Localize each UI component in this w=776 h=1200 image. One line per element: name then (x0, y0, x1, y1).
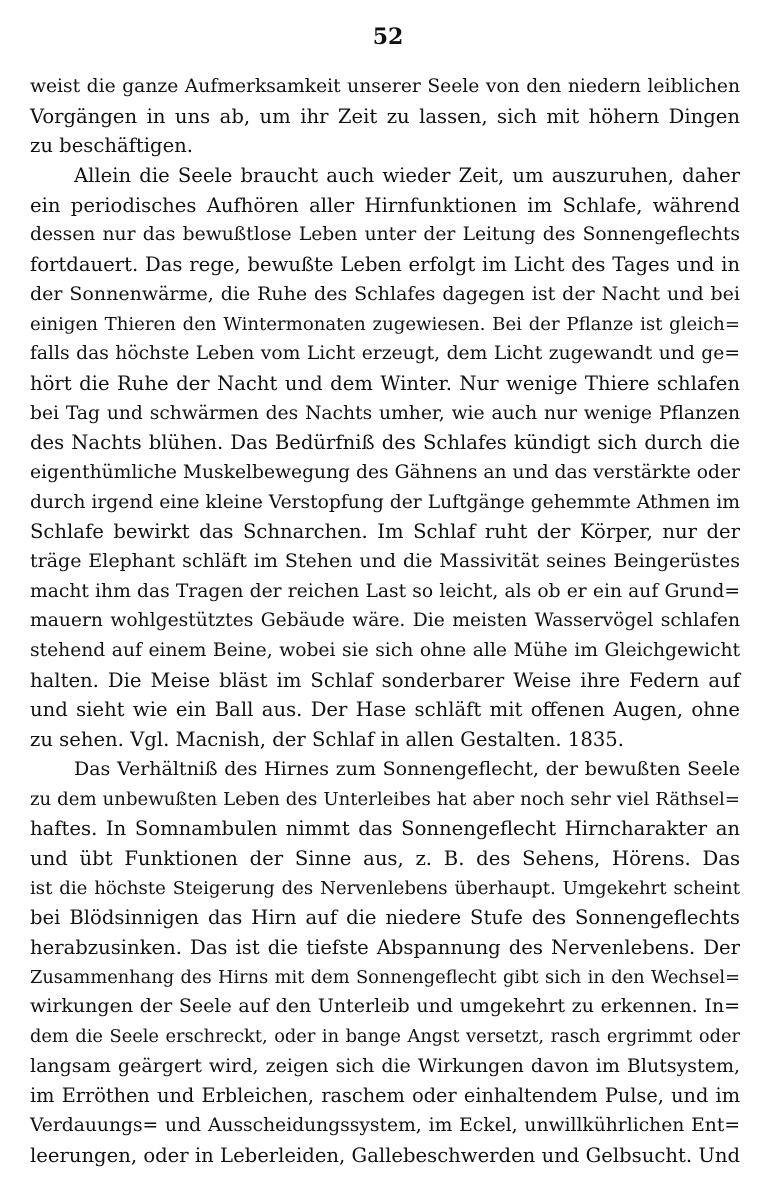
text-line: wirkungen der Seele auf den Unterleib und umgekehrt zu erkennen. In= (30, 995, 740, 1018)
text-line: mauern wohlgestütztes Gebäude wäre. Die meisten Wasservögel schlafen (30, 610, 740, 632)
text-line: leerungen, oder in Leberleiden, Gallebeschwerden und Gelbsucht. Und (30, 1143, 740, 1167)
text-line: Schlafe bewirkt das Schnarchen. Im Schlaf ruht der Körper, nur der (30, 520, 740, 544)
text-line: Verdauungs= und Ausscheidungssystem, im Eckel, unwillkührlichen Ent= (30, 1115, 740, 1137)
text-line: fortdauert. Das rege, bewußte Leben erfolgt im Licht des Tages und in (30, 253, 740, 277)
text-line: hört die Ruhe der Nacht und dem Winter. Nur wenige Thiere schlafen (30, 371, 740, 395)
text-line: eigenthümliche Muskelbewegung des Gähnens an und das verstärkte oder (30, 461, 740, 483)
text-line: dem die Seele erschreckt, oder in bange Angst versetzt, rasch ergrimmt oder (30, 1026, 740, 1047)
text-line: langsam geärgert wird, zeigen sich die Wirkungen davon im Blutsystem, (30, 1054, 740, 1077)
text-line: halten. Die Meise bläst im Schlaf sonderbarer Weise ihre Federn auf (30, 668, 740, 692)
paragraph-1 (30, 72, 740, 161)
text-line: ein periodisches Aufhören aller Hirnfunktionen im Schlafe, während (30, 193, 740, 217)
text-line: stehend auf einem Beine, wobei sie sich ohne alle Mühe im Gleichgewicht (30, 640, 740, 662)
text-line: Zusammenhang des Hirns mit dem Sonnengeflecht gibt sich in den Wechsel= (30, 966, 740, 988)
text-line: zu sehen. Vgl. Macnish, der Schlaf in allen Gestalten. 1835. (30, 728, 624, 752)
text-line: Vorgängen in uns ab, um ihr Zeit zu lassen, sich mit höhern Dingen (30, 104, 740, 128)
text-line: im Erröthen und Erbleichen, raschem oder einhaltendem Pulse, und im (30, 1084, 740, 1108)
text-line: ist die höchste Steigerung des Nervenlebens überhaupt. Umgekehrt scheint (30, 877, 740, 899)
text-line: herabzusinken. Das ist die tiefste Abspannung des Nervenlebens. Der (30, 935, 740, 959)
text-line: weist die ganze Aufmerksamkeit unserer Seele von den niedern leiblichen (30, 76, 740, 97)
text-line: träge Elephant schläft im Stehen und die Massivität seines Beingerüstes (30, 550, 740, 572)
body-text (30, 72, 740, 1170)
text-line: durch irgend eine kleine Verstopfung der Luftgänge gehemmte Athmen im (30, 491, 740, 513)
page-number: 52 (372, 24, 404, 50)
text-line: dessen nur das bewußtlose Leben unter der Leitung des Sonnengeflechts (30, 224, 740, 246)
text-line: Das Verhältniß des Hirnes zum Sonnengeflecht, der bewußten Seele (74, 757, 740, 780)
text-line: der Sonnenwärme, die Ruhe des Schlafes dagegen ist der Nacht und bei (30, 282, 740, 305)
text-line: falls das höchste Leben vom Licht erzeugt, dem Licht zugewandt und ge= (30, 343, 740, 365)
text-line: und übt Funktionen der Sinne aus, z. B. des Sehens, Hörens. Das (30, 846, 740, 870)
text-line: macht ihm das Tragen der reichen Last so leicht, als ob er ein auf Grund= (30, 580, 740, 602)
text-line: und sieht wie ein Ball aus. Der Hase schläft mit offenen Augen, ohne (30, 698, 740, 722)
text-line: bei Blödsinnigen das Hirn auf die niedere Stufe des Sonnengeflechts (30, 906, 740, 930)
text-line: zu beschäftigen. (30, 134, 194, 158)
text-line: zu dem unbewußten Leben des Unterleibes hat aber noch sehr viel Räthsel= (30, 788, 740, 810)
paragraph-2 (30, 161, 740, 755)
text-line: des Nachts blühen. Das Bedürfniß des Schlafes kündigt sich durch die (30, 431, 740, 455)
text-line: Allein die Seele braucht auch wieder Zeit, um auszuruhen, daher (74, 164, 740, 188)
text-line: einigen Thieren den Wintermonaten zugewiesen. Bei der Pflanze ist gleich= (30, 313, 740, 335)
text-line: bei Tag und schwärmen des Nachts umher, wie auch nur wenige Pflanzen (30, 402, 740, 424)
text-line: haftes. In Somnambulen nimmt das Sonnengeflecht Hirncharakter an (30, 817, 740, 841)
paragraph-3 (30, 755, 740, 1171)
